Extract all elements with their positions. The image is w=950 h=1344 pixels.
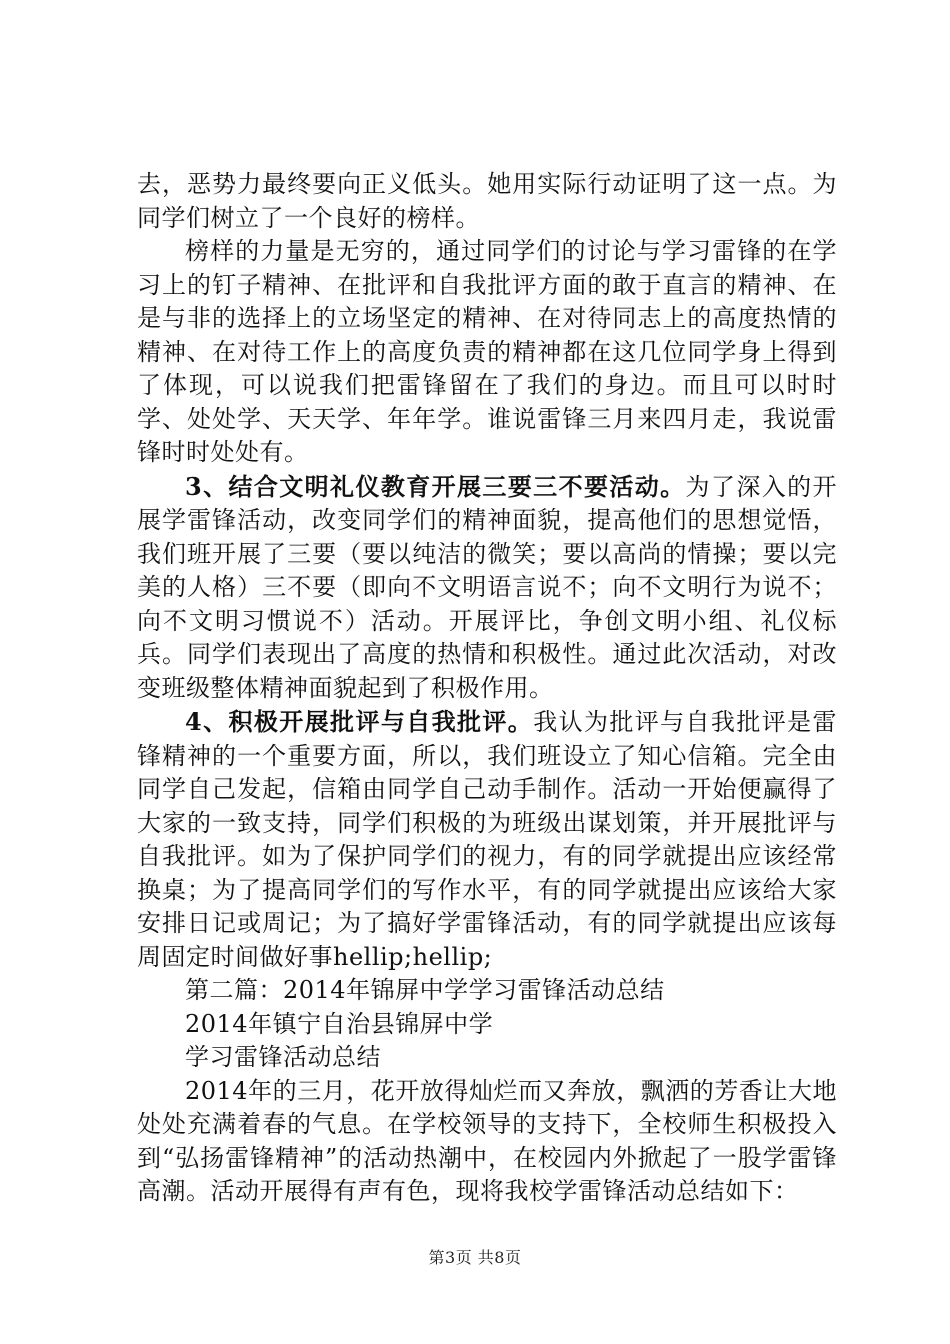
section-heading: 4、积极开展批评与自我批评。 xyxy=(185,707,534,736)
summary-title-line xyxy=(137,1041,837,1075)
paragraph-text: 2014年镇宁自治县锦屏中学 xyxy=(185,1009,494,1038)
paragraph-text: 榜样的力量是无穷的，通过同学们的讨论与学习雷锋的在学习上的钉子精神、在批评和自我批评方面的敢于直言的精神、在是与非的选择上的立场坚定的精神、在对待同志上的高度热情的精神、在对待工作上的高度负责的精神都在这几位同学身上得到了体现，可以说我们把雷锋留在了我们的身边。而且可以时时学、处处学、天天学、年年学。谁说雷锋三月来四月走，我说雷锋时时处处有。 xyxy=(137,237,837,466)
paragraph-text: 2014年的三月，花开放得灿烂而又奔放，飘洒的芳香让大地处处充满着春的气息。在学校领导的支持下，全校师生积极投入到“弘扬雷锋精神”的活动热潮中，在校园内外掀起了一股学雷锋高潮。活动开展得有声有色，现将我校学雷锋活动总结如下： xyxy=(137,1076,837,1205)
paragraph-etiquette-activity xyxy=(137,470,837,706)
school-name-line xyxy=(137,1008,837,1042)
paragraph-text: 为了深入的开展学雷锋活动，改变同学们的精神面貌，提高他们的思想觉悟，我们班开展了三要（要以纯洁的微笑；要以高尚的情操；要以完美的人格）三不要（即向不文明语言说不；向不文明行为说不；向不文明习惯说不）活动。开展评比，争创文明小组、礼仪标兵。同学们表现出了高度的热情和积极性。通过此次活动，对改变班级整体精神面貌起到了积极作用。 xyxy=(137,472,838,702)
paragraph-text: 第二篇：2014年锦屏中学学习雷锋活动总结 xyxy=(185,976,665,1004)
section-heading: 3、结合文明礼仪教育开展三要三不要活动。 xyxy=(185,471,686,501)
paragraph-text: 学习雷锋活动总结 xyxy=(185,1043,381,1071)
paragraph-role-model xyxy=(137,235,837,470)
page-number-footer: 第3页 共8页 xyxy=(428,1248,522,1267)
document-body xyxy=(137,168,837,1209)
paragraph-continuation xyxy=(137,168,837,235)
chapter-title xyxy=(137,974,837,1008)
paragraph-text: 去，恶势力最终要向正义低头。她用实际行动证明了这一点。为同学们树立了一个良好的榜样。 xyxy=(137,170,837,232)
paragraph-criticism xyxy=(137,705,837,974)
paragraph-text: 我认为批评与自我批评是雷锋精神的一个重要方面，所以，我们班设立了知心信箱。完全由同学自己发起，信箱由同学自己动手制作。活动一开始便赢得了大家的一致支持，同学们积极的为班级出谋划策，并开展批评与自我批评。如为了保护同学们的视力，有的同学就提出应该经常换桌；为了提高同学们的写作水平，有的同学就提出应该给大家安排日记或周记；为了搞好学雷锋活动，有的同学就提出应该每周固定时间做好事hellip;hellip; xyxy=(137,708,837,971)
paragraph-march-2014 xyxy=(137,1075,837,1209)
